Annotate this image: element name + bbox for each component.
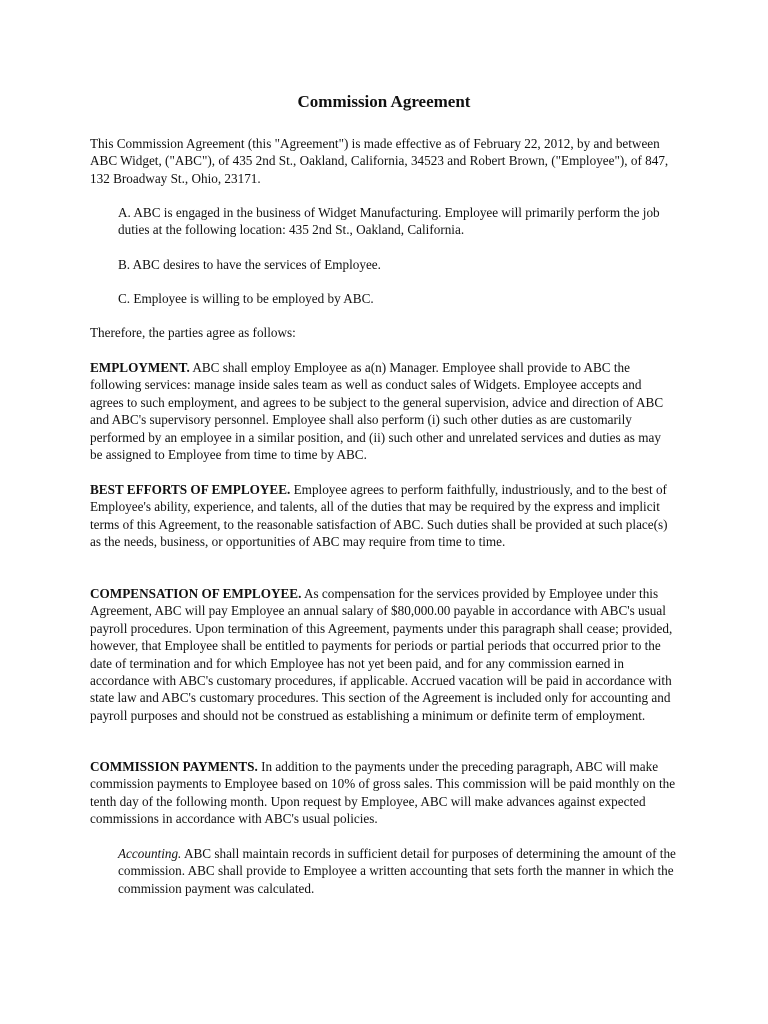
section-heading: EMPLOYMENT. (90, 360, 190, 375)
section-heading: BEST EFFORTS OF EMPLOYEE. (90, 482, 291, 497)
subsection-heading: Accounting. (118, 846, 182, 861)
section-commission-payments (90, 758, 676, 828)
therefore-clause: Therefore, the parties agree as follows: (90, 325, 296, 340)
recital-b: B. ABC desires to have the services of Employee. (118, 257, 381, 272)
intro-paragraph: This Commission Agreement (this "Agreement") is made effective as of February 22, 2012, by and between ABC Widget, ("ABC"), of 435 2nd St., Oakland, California, 34523 and Robert Brown, ("Employee"), of 847, 132 Broadway St., Ohio, 23171. (90, 136, 669, 186)
section-text: ABC shall employ Employee as a(n) Manager. Employee shall provide to ABC the following services: manage inside sales team as well as conduct sales of Widgets. Employee accepts and agrees to such employment, and agrees to be subject to the general supervision, advice and direction of ABC and ABC's supervisory personnel. Employee shall also perform (i) such other duties as are customarily performed by an employee in a similar position, and (ii) such other and unrelated services and duties as may be assigned to Employee from time to time by ABC. (90, 360, 664, 463)
section-employment (90, 359, 676, 463)
section-heading: COMPENSATION OF EMPLOYEE. (90, 586, 302, 601)
recital-a: A. ABC is engaged in the business of Widget Manufacturing. Employee will primarily perform the job duties at the following location: 435 2nd St., Oakland, California. (118, 205, 660, 238)
section-heading: COMMISSION PAYMENTS. (90, 759, 258, 774)
document-title: Commission Agreement (297, 92, 471, 111)
subsection-text: ABC shall maintain records in sufficient detail for purposes of determining the amount of the commission. ABC shall provide to Employee a written accounting that sets forth the manner in which the commission payment was calculated. (118, 846, 676, 896)
subsection-accounting (118, 845, 676, 897)
section-text: As compensation for the services provided by Employee under this Agreement, ABC will pay Employee an annual salary of $80,000.00 payable in accordance with ABC's usual payroll procedures. Upon termination of this Agreement, payments under this paragraph shall cease; provided, however, that Employee shall be entitled to payments for periods or partial periods that occurred prior to the date of termination and for which Employee has not yet been paid, and for any commission earned in accordance with ABC's customary procedures, if applicable. Accrued vacation will be paid in accordance with state law and ABC's customary procedures. This section of the Agreement is included only for accounting and payroll purposes and should not be construed as establishing a minimum or definite term of employment. (90, 586, 673, 723)
recital-c: C. Employee is willing to be employed by ABC. (118, 291, 374, 306)
section-compensation (90, 585, 676, 724)
section-text: Employee agrees to perform faithfully, industriously, and to the best of Employee's ability, experience, and talents, all of the duties that may be required by the express and implicit terms of this Agreement, to the reasonable satisfaction of ABC. Such duties shall be provided at such place(s) as the needs, business, or opportunities of ABC may require from time to time. (90, 482, 668, 550)
section-best-efforts (90, 481, 676, 551)
section-text: In addition to the payments under the preceding paragraph, ABC will make commission payments to Employee based on 10% of gross sales. This commission will be paid monthly on the tenth day of the following month. Upon request by Employee, ABC will make advances against expected commissions in accordance with ABC's usual policies. (90, 759, 676, 827)
